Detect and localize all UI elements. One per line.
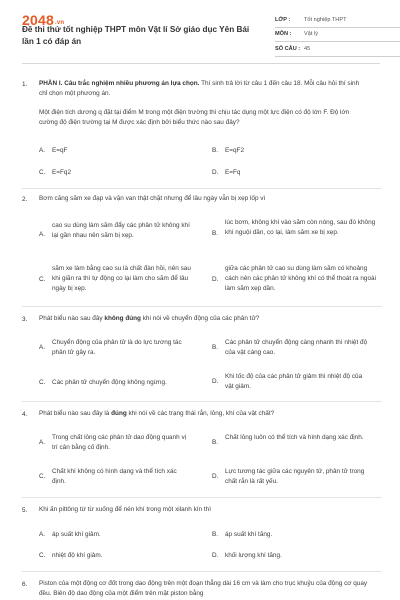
option-text: Các phân tử chuyển động càng nhanh thì nhiệt độ của vật càng cao.: [225, 339, 368, 356]
logo-text: 2048: [22, 12, 54, 28]
meta-value: Vật lý: [304, 31, 318, 38]
question-emphasis: đúng: [111, 410, 127, 417]
meta-row-class: [275, 13, 400, 28]
option-text: Chất khí không có hình dạng và thể tích xác định.: [52, 468, 177, 485]
option-text: khối lượng khí tăng.: [225, 552, 282, 559]
question-number: 4.: [22, 411, 28, 418]
logo-tld: .vn: [54, 20, 65, 26]
instructions-text: Thí sinh trả lời từ câu 1 đến câu 18. Mỗi câu hỏi thí sinh chỉ chọn một phương án.: [39, 80, 360, 97]
option-text: Lực tương tác giữa các nguyên tử, phân tử trong chất rắn là rất yếu.: [225, 468, 365, 485]
option-text: áp suất khí giảm.: [52, 531, 101, 538]
meta-row-subject: [275, 28, 400, 43]
question-text: Bơm căng săm xe đạp và vặn van thật chặt nhưng để lâu ngày vẫn bị xẹp lốp vì: [39, 195, 266, 202]
option-text: Khi tốc độ của các phân tử giảm thì nhiệt độ của vật giảm.: [225, 373, 363, 390]
option-text: cao su dùng làm săm đẩy các phân tử không khí lại gần nhau nên săm bị xẹp.: [52, 222, 190, 239]
option-letter: D.: [212, 473, 219, 480]
option-letter: C.: [39, 379, 46, 386]
question-number: 5.: [22, 507, 28, 514]
meta-value: 45: [304, 45, 311, 52]
option-letter: A.: [39, 439, 46, 446]
meta-value: Tốt nghiệp THPT: [304, 16, 347, 23]
section-heading: PHẦN I. Câu trắc nghiệm nhiều phương án lựa chọn.: [39, 80, 200, 87]
question-text: Khi ấn pittông từ từ xuống để nén khí trong một xilanh kín thì: [39, 506, 211, 513]
question-text: [39, 409, 369, 419]
exam-title: Đề thi thử tốt nghiệp THPT môn Vật lí Sở giáo dục Yên Bái lần 1 có đáp án: [22, 25, 250, 46]
option-text: Chuyển động của phân tử là do lực tương tác phân tử gây ra.: [52, 339, 182, 356]
meta-key: LỚP :: [275, 16, 291, 23]
option-letter: C.: [39, 473, 46, 480]
question-text-after: khi nói về các trạng thái rắn, lỏng, khí của vật chất?: [126, 410, 275, 417]
question-text-before: Phát biểu nào sau đây: [39, 315, 105, 322]
question-text: Piston của một động cơ đốt trong dao động trên một đoạn thẳng dài 16 cm và làm cho trục khuỷu của động cơ quay đều. Biên độ dao động của một điểm trên mặt piston bằng: [39, 580, 368, 597]
option-text: lúc bơm, không khí vào săm còn nóng, sau đó không khí nguội dần, co lại, làm săm xe bị xẹp.: [225, 219, 376, 236]
question-text-after: khi nói về chuyển động của các phân tử?: [140, 315, 260, 322]
question-divider: [22, 306, 382, 307]
question-text-before: Phát biểu nào sau đây là: [39, 410, 112, 417]
option-text: E=Fq: [225, 169, 241, 176]
question-emphasis: không đúng: [104, 315, 141, 322]
option-letter: A.: [39, 231, 46, 238]
option-letter: A.: [39, 531, 46, 538]
option-text: Các phân tử chuyển động không ngừng.: [52, 379, 167, 386]
question-divider: [22, 401, 382, 402]
option-text: áp suất khí tăng.: [225, 531, 273, 538]
option-letter: B.: [212, 439, 219, 446]
meta-row-count: [275, 42, 400, 57]
option-text: giữa các phân tử cao su dùng làm săm có khoảng cách nên các phân tử không khí có thể thoát ra ngoài làm săm xẹp dần.: [225, 265, 377, 292]
question-number: 2.: [22, 196, 28, 203]
option-letter: D.: [212, 378, 219, 385]
option-letter: A.: [39, 147, 46, 154]
option-letter: D.: [212, 169, 219, 176]
option-letter: D.: [212, 276, 219, 283]
question-divider: [22, 188, 382, 189]
option-letter: A.: [39, 344, 46, 351]
question-instructions: [39, 79, 369, 99]
question-number: 6.: [22, 581, 28, 588]
option-text: Trong chất lỏng các phân tử dao động quanh vị trí cân bằng cố định.: [52, 434, 187, 451]
option-letter: D.: [212, 552, 219, 559]
question-text: Một điện tích dương q đặt tại điểm M trong một điện trường thì chịu tác dụng một lực điện có độ lớn F. Độ lớn cường độ điện trường tại M được xác định bởi biểu thức nào sau đây?: [39, 109, 350, 126]
option-text: săm xe làm bằng cao su là chất đàn hồi, nên sau khi giãn ra thì tự động co lại làm cho săm để lâu ngày bị xẹp.: [52, 265, 191, 292]
option-letter: C.: [39, 552, 46, 559]
question-divider: [22, 571, 382, 572]
option-letter: B.: [212, 344, 219, 351]
option-letter: B.: [212, 230, 219, 237]
option-text: nhiệt độ khí giảm.: [52, 552, 103, 559]
option-letter: C.: [39, 276, 46, 283]
option-text: E=qF: [52, 147, 68, 154]
option-letter: B.: [212, 147, 219, 154]
question-number: 3.: [22, 316, 28, 323]
meta-key: MÔN :: [275, 31, 292, 38]
option-letter: C.: [39, 169, 46, 176]
question-divider: [22, 497, 382, 498]
option-letter: B.: [212, 531, 219, 538]
exam-meta: [275, 13, 400, 57]
exam-header: [22, 0, 380, 64]
question-number: 1.: [22, 81, 28, 88]
meta-key: SỐ CÂU :: [275, 45, 301, 52]
option-text: E=Fq2: [52, 169, 72, 176]
option-text: E=qF2: [225, 147, 245, 154]
option-text: Chất lỏng luôn có thể tích và hình dạng xác định.: [225, 434, 364, 441]
question-text: [39, 314, 369, 324]
